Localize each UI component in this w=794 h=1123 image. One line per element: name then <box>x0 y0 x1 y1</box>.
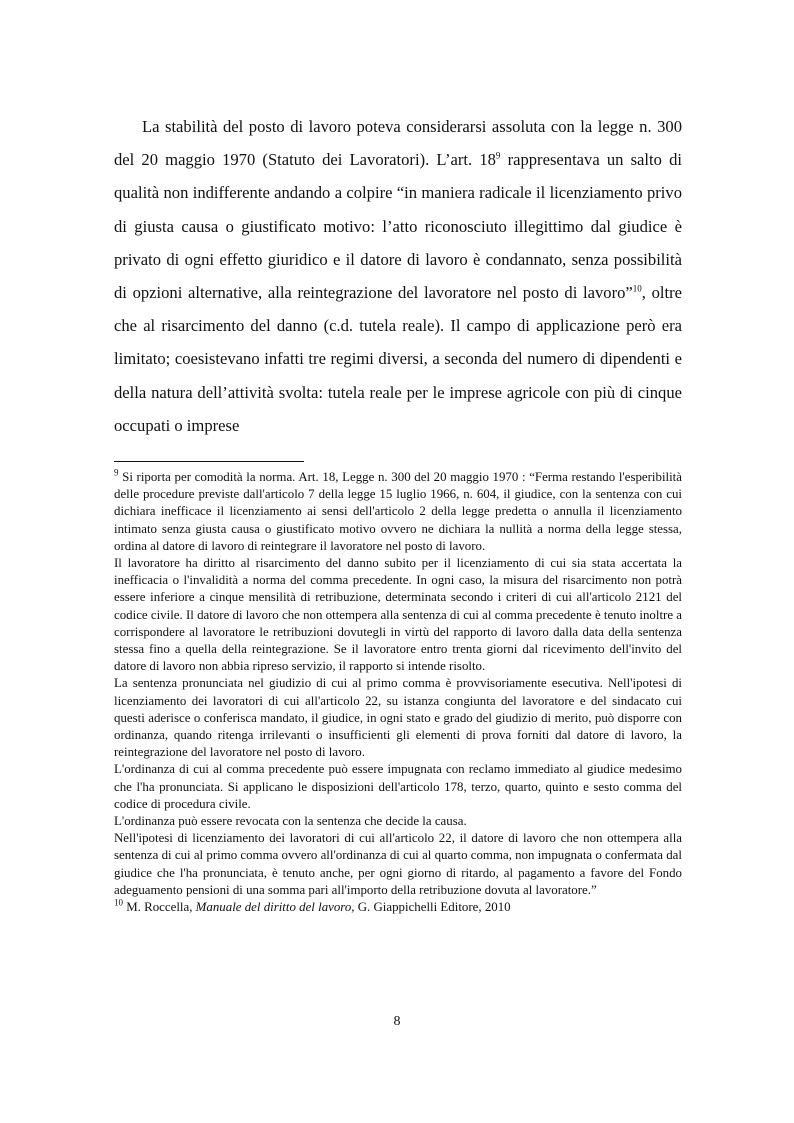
footnote-10 <box>114 899 682 916</box>
main-text <box>114 110 682 442</box>
footnote-9-para-2: Il lavoratore ha diritto al risarcimento del danno subito per il licenziamento di cui sia stata accertata la inefficacia o l'invalidità a norma del comma precedente. In ogni caso, la misura del risarcimento non potrà essere inferiore a cinque mensilità di retribuzione, determinata secondo i criteri di cui all'articolo 2121 del codice civile. Il datore di lavoro che non ottempera alla sentenza di cui al comma precedente è tenuto inoltre a corrispondere al lavoratore le retribuzioni dovutegli in virtù del rapporto di lavoro dalla data della sentenza stessa fino a quella della reintegrazione. Se il lavoratore entro trenta giorni dal ricevimento dell'invito del datore di lavoro non abbia ripreso servizio, il rapporto si intende risolto. <box>114 556 682 674</box>
footnote-9-text-1: Si riporta per comodità la norma. Art. 18, Legge n. 300 del 20 maggio 1970 : “Ferma restando l'esperibilità delle procedure previste dall'articolo 7 della legge 15 luglio 1966, n. 604, il giudice, con la sentenza con cui dichiara inefficace il licenziamento ai sensi dell'articolo 2 della legge predetta o annulla il licenziamento intimato senza giusta causa o giustificato motivo ovvero ne dichiara la nullità a norma della legge stessa, ordina al datore di lavoro di reintegrare il lavoratore nel posto di lavoro. <box>114 470 682 553</box>
body-text-part-3: , oltre che al risarcimento del danno (c.d. tutela reale). Il campo di applicazione però era limitato; coesistevano infatti tre regimi diversi, a seconda del numero di dipendenti e della natura dell’attività svolta: tutela reale per le imprese agricole con più di cinque occupati o imprese <box>114 283 682 435</box>
footnote-9-para-6: Nell'ipotesi di licenziamento dei lavoratori di cui all'articolo 22, il datore di lavoro che non ottempera alla sentenza di cui al primo comma ovvero all'ordinanza di cui al quarto comma, non impugnata o confermata dal giudice che l'ha pronunciata, è tenuto anche, per ogni giorno di ritardo, al pagamento a favore del Fondo adeguamento pensioni di una somma pari all'importo della retribuzione dovuta al lavoratore.” <box>114 831 682 897</box>
footnote-mark-10: 10 <box>114 897 123 908</box>
footnote-10-publisher: , G. Giappichelli Editore, 2010 <box>351 900 511 915</box>
page-number: 8 <box>393 1014 401 1029</box>
footnotes <box>114 469 682 916</box>
footnote-9-para-4: L'ordinanza di cui al comma precedente può essere impugnata con reclamo immediato al giudice medesimo che l'ha pronunciata. Si applicano le disposizioni dell'articolo 178, terzo, quarto, quinto e sesto comma del codice di procedura civile. <box>114 762 682 811</box>
footnote-10-title: Manuale del diritto del lavoro <box>195 900 352 915</box>
body-text-part-2: rappresentava un salto di qualità non indifferente andando a colpire “in maniera radicale il licenziamento privo di giusta causa o giustificato motivo: l’atto riconosciuto illegittimo dal giudice è privato di ogni effetto giuridico e il datore di lavoro è condannato, senza possibilità di opzioni alternative, alla reintegrazione del lavoratore nel posto di lavoro” <box>114 150 682 303</box>
footnote-ref-10[interactable]: 10 <box>632 283 642 294</box>
footnote-9-para-3: La sentenza pronunciata nel giudizio di cui al primo comma è provvisoriamente esecutiva. Nell'ipotesi di licenziamento dei lavoratori di cui all'articolo 22, su istanza congiunta del lavoratore e del sindacato cui questi aderisce o conferisca mandato, il giudice, in ogni stato e grado del giudizio di merito, può disporre con ordinanza, quando ritenga irrilevanti o insufficienti gli elementi di prova forniti dal datore di lavoro, la reintegrazione del lavoratore nel posto di lavoro. <box>114 676 682 760</box>
body-text-part-1: La stabilità del posto di lavoro poteva considerarsi assoluta con la legge n. 300 del 20 maggio 1970 (Statuto dei Lavoratori). L’art. 18 <box>114 117 682 170</box>
footnote-mark-9: 9 <box>114 467 119 478</box>
footnote-ref-9[interactable]: 9 <box>495 150 501 161</box>
footnote-9-para-1 <box>114 469 682 555</box>
footnote-separator <box>114 461 304 462</box>
footnote-10-author: M. Roccella, <box>123 900 196 915</box>
footnote-9-para-5: L'ordinanza può essere revocata con la sentenza che decide la causa. <box>114 814 467 829</box>
body-paragraph <box>114 110 682 442</box>
